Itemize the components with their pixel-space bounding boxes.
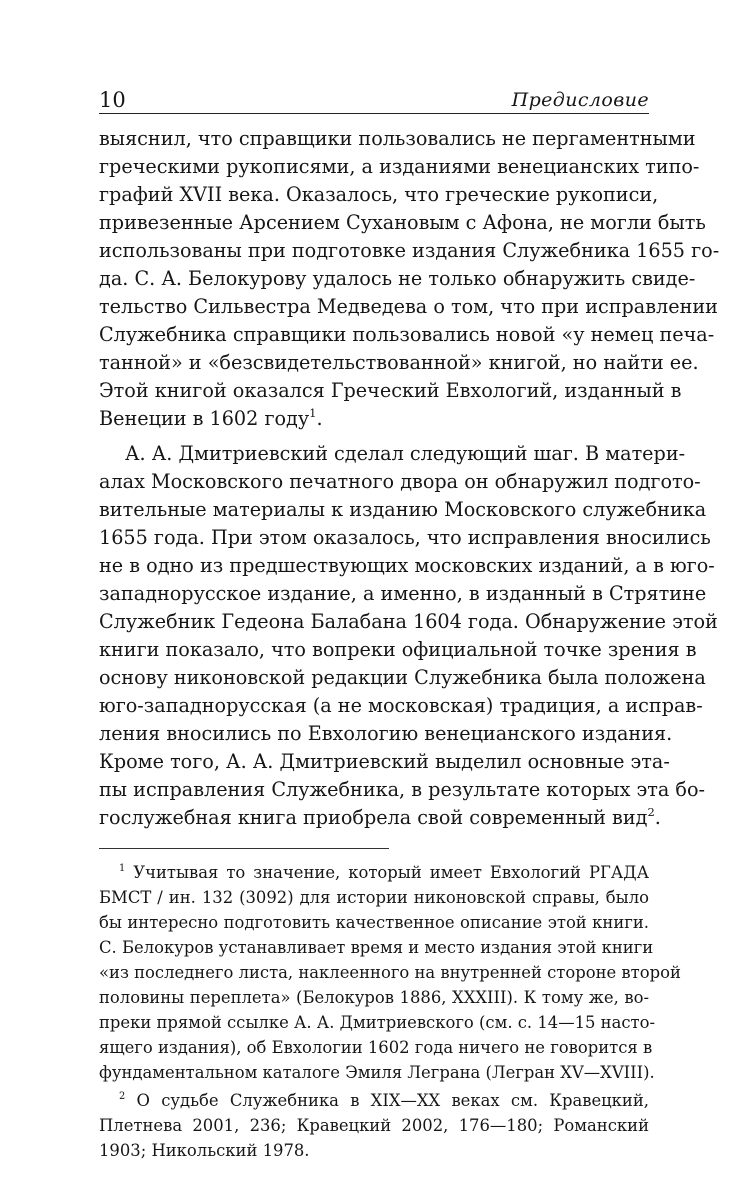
footnote-marker-1: 1 xyxy=(119,863,126,875)
footnote-line: фундаментальном каталоге Эмиля Леграна (Легран XV—XVIII). xyxy=(99,1063,655,1082)
page-header xyxy=(99,82,649,112)
running-title: Предисловие xyxy=(511,89,649,111)
body-line: Служебника справщики пользовались новой «у немец печа- xyxy=(99,323,715,346)
body-line: использованы при подготовке издания Служебника 1655 го- xyxy=(99,239,720,262)
header-rule xyxy=(99,113,649,114)
body-line: танной» и «безсвидетельствованной» книгой, но найти ее. xyxy=(99,351,699,374)
footnote-line: «из последнего листа, наклеенного на внутренней стороне второй xyxy=(99,963,681,982)
footnote-line: Плетнева 2001, 236; Кравецкий 2002, 176—180; Романский xyxy=(99,1116,649,1135)
footnote-line: 1903; Никольский 1978. xyxy=(99,1141,310,1160)
body-line: книги показало, что вопреки официальной точке зрения в xyxy=(99,638,697,661)
body-line: основу никоновской редакции Служебника была положена xyxy=(99,666,706,689)
footnote-ref-2[interactable]: 2 xyxy=(647,804,655,819)
footnote-line-text: О судьбе Служебника в XIX—XX веках см. Кравецкий, xyxy=(136,1091,649,1110)
footnote-line: БМСТ / ин. 132 (3092) для истории никоновской справы, было xyxy=(99,888,649,907)
footnote-line xyxy=(119,860,649,885)
body-line-text: Венеции в 1602 году xyxy=(99,407,310,430)
body-line: графий XVII века. Оказалось, что греческие рукописи, xyxy=(99,183,659,206)
page-number: 10 xyxy=(99,88,126,112)
footnote-line-text: Учитывая то значение, который имеет Евхологий РГАДА xyxy=(133,863,649,882)
body-line: А. А. Дмитриевский сделал следующий шаг. В матери- xyxy=(125,442,686,465)
body-line: греческими рукописями, а изданиями венецианских типо- xyxy=(99,155,700,178)
body-line-text: гослужебная книга приобрела свой современный вид xyxy=(99,806,648,829)
body-line: пы исправления Служебника, в результате которых эта бо- xyxy=(99,778,705,801)
body-line: выяснил, что справщики пользовались не пергаментными xyxy=(99,127,696,150)
footnote-marker-2: 2 xyxy=(119,1091,126,1103)
body-line: вительные материалы к изданию Московского служебника xyxy=(99,498,707,521)
footnote-line: С. Белокуров устанавливает время и место издания этой книги xyxy=(99,938,654,957)
footnote-line xyxy=(119,1088,649,1113)
body-line: ления вносились по Евхологию венецианского издания. xyxy=(99,722,673,745)
body-line: Венеции в 1602 году$^1$. xyxy=(99,405,323,430)
footnote-line: половины переплета» (Белокуров 1886, XXXIII). К тому же, во- xyxy=(99,988,649,1007)
body-line: привезенные Арсением Сухановым с Афона, не могли быть xyxy=(99,211,706,234)
footnote-line: преки прямой ссылке А. А. Дмитриевского (см. с. 14—15 насто- xyxy=(99,1013,656,1032)
footnote-line: ящего издания), об Евхологии 1602 года ничего не говорится в xyxy=(99,1038,653,1057)
body-line: юго-западнорусская (а не московская) традиция, а исправ- xyxy=(99,694,703,717)
body-line: 1655 года. При этом оказалось, что исправления вносились xyxy=(99,526,711,549)
footnote-line: бы интересно подготовить качественное описание этой книги. xyxy=(99,913,649,932)
footnote-rule xyxy=(99,848,389,849)
body-line: Служебник Гедеона Балабана 1604 года. Обнаружение этой xyxy=(99,610,718,633)
body-line: Этой книгой оказался Греческий Евхологий, изданный в xyxy=(99,379,682,402)
body-line: алах Московского печатного двора он обнаружил подгото- xyxy=(99,470,701,493)
body-line: тельство Сильвестра Медведева о том, что при исправлении xyxy=(99,295,718,318)
body-line: Кроме того, А. А. Дмитриевский выделил основные эта- xyxy=(99,750,670,773)
body-line: гослужебная книга приобрела свой современный вид$^2$. xyxy=(99,804,661,829)
body-line: не в одно из предшествующих московских изданий, а в юго- xyxy=(99,554,715,577)
body-line: да. С. А. Белокурову удалось не только обнаружить свиде- xyxy=(99,267,696,290)
footnote-ref-1[interactable]: 1 xyxy=(309,405,317,420)
body-line: западнорусское издание, а именно, в изданный в Стрятине xyxy=(99,582,707,605)
